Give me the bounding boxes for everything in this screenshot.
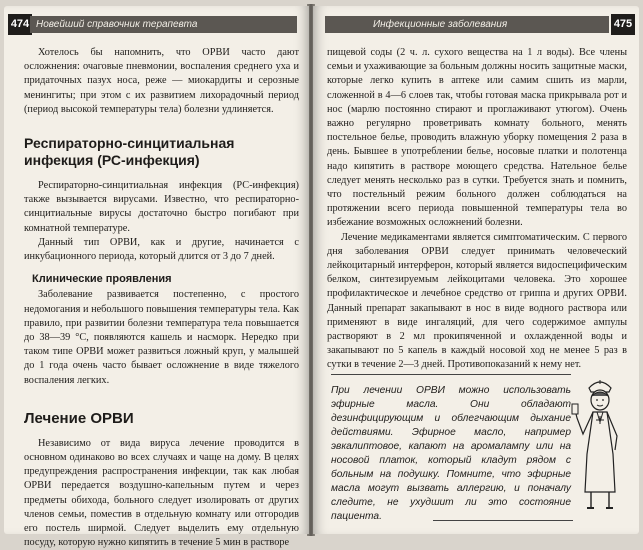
left-page-number: 474: [8, 14, 32, 35]
right-text-column: [327, 46, 627, 373]
continued-paragraph: пищевой соды (2 ч. л. сухого вещества на 1 л воды). Все члены семьи и ухаживающие за больным должны носить защитные маски, которые легко купить в аптеке или самим сшить из марли, сложенной в 4—6 слоев так, чтобы готовая маска прикрывала рот и нос (марлю постоянно стирают и проглаживают утюгом). Очень важно регулярно проветривать комнату больного, менять постельное белье, проводить влажную уборку помещения 2 раза в день. Бывшее в употреблении белье, носовые платки и полотенца надо кипятить в растворе моющего средства. Нательное белье следует менять несколько раз в сутки. Требуется знать и помнить, что постельный режим больного должен соблюдаться на протяжении всего периода повышенной температуры тела во избежание возможных осложнений болезни.: [327, 47, 627, 229]
left-running-header: Новейший справочник терапевта: [30, 16, 297, 33]
right-running-header: Инфекционные заболевания: [325, 16, 609, 33]
clinical-heading: Клинические проявления: [32, 273, 172, 286]
rs-paragraph-2: Данный тип ОРВИ, как и другие, начинается с инкубационного периода, который длится от 3 до 7 дней.: [24, 236, 299, 263]
note-bottom-rule: [433, 520, 573, 521]
intro-paragraph: Хотелось бы напомнить, что ОРВИ часто дают осложнения: очаговые пневмонии, воспаления среднего уха и придаточных пазух носа, реже — миокардиты и серозные менингиты; при этом с их развитием лихорадочный период (период высокой температуры тела) болезни удлиняется.: [24, 47, 299, 115]
right-page-number: 475: [611, 14, 635, 35]
rs-paragraph-1: Респираторно-синцитиальная инфекция (РС-инфекция) также вызывается вирусами. Известно, что респираторно-синцитиальные вирусы достаточно быстро погибают при комнатной температуре.: [24, 180, 299, 234]
medication-paragraph: Лечение медикаментами является симптоматическим. С первого дня заболевания ОРВИ следует принимать человеческий лейкоцитарный интерферон, который является видоспецифическим белком, синтезируемым лейкоцитами человека. Это хорошее профилактическое и лечебное средство от гриппа и других ОРВИ. Данный препарат закапывают в нос в виде водного раствора или применяют в виде ингаляций, для чего содержимое ампулы растворяют в 2 мл прокипяченной и охлажденной воды и закапывают по 5 капель в каждый носовой ход не менее 5 раз в сутки в течение 2—3 дней. Противопоказаний к нему нет.: [327, 231, 627, 371]
note-top-rule: [331, 374, 571, 375]
treatment-heading: Лечение ОРВИ: [24, 409, 134, 427]
right-page: [313, 6, 639, 534]
essential-oils-note: При лечении ОРВИ можно использовать эфирные масла. Они обладают дезинфицирующим и облегчающим дыхание действиями. Эфирное масло, например эвкалиптовое, капают на аромалампу или на носовой платок, который кладут рядом с больным на подушку. Помните, что эфирные масла могут вызвать аллергию, и поначалу следите, не ухудшит ли это состояние пациента.: [331, 385, 571, 522]
left-page: [4, 6, 309, 549]
left-text-column: [24, 46, 299, 550]
treatment-paragraph: Независимо от вида вируса лечение проводится в основном одинаково во всех случаях и чаще на дому. В целях предупреждения распространения инфекции, так как любая ОРВИ передается воздушно-капельным путем и через предметы обихода, больного следует изолировать от других членов семьи, поместив в отдельную комнату или отгородив его постель ширмой. Следует выделить ему отдельную посуду, которую нужно кипятить в течение 5 мин в растворе: [24, 437, 299, 549]
clinical-paragraph: Заболевание развивается постепенно, с простого недомогания и небольшого повышения температуры тела. Как правило, при развитии болезни температура тела повышается до 38—39 °С, появляются кашель и насморк. Нередко при таком типе ОРВИ может развиться ложный круп, у малышей до 1 года очень часто бывает осложнение в виде тяжелого воспаления легких.: [24, 289, 299, 386]
nurse-illustration: [571, 374, 629, 514]
rs-infection-heading: Респираторно-синцитиальная инфекция (РС-инфекция): [24, 135, 235, 169]
